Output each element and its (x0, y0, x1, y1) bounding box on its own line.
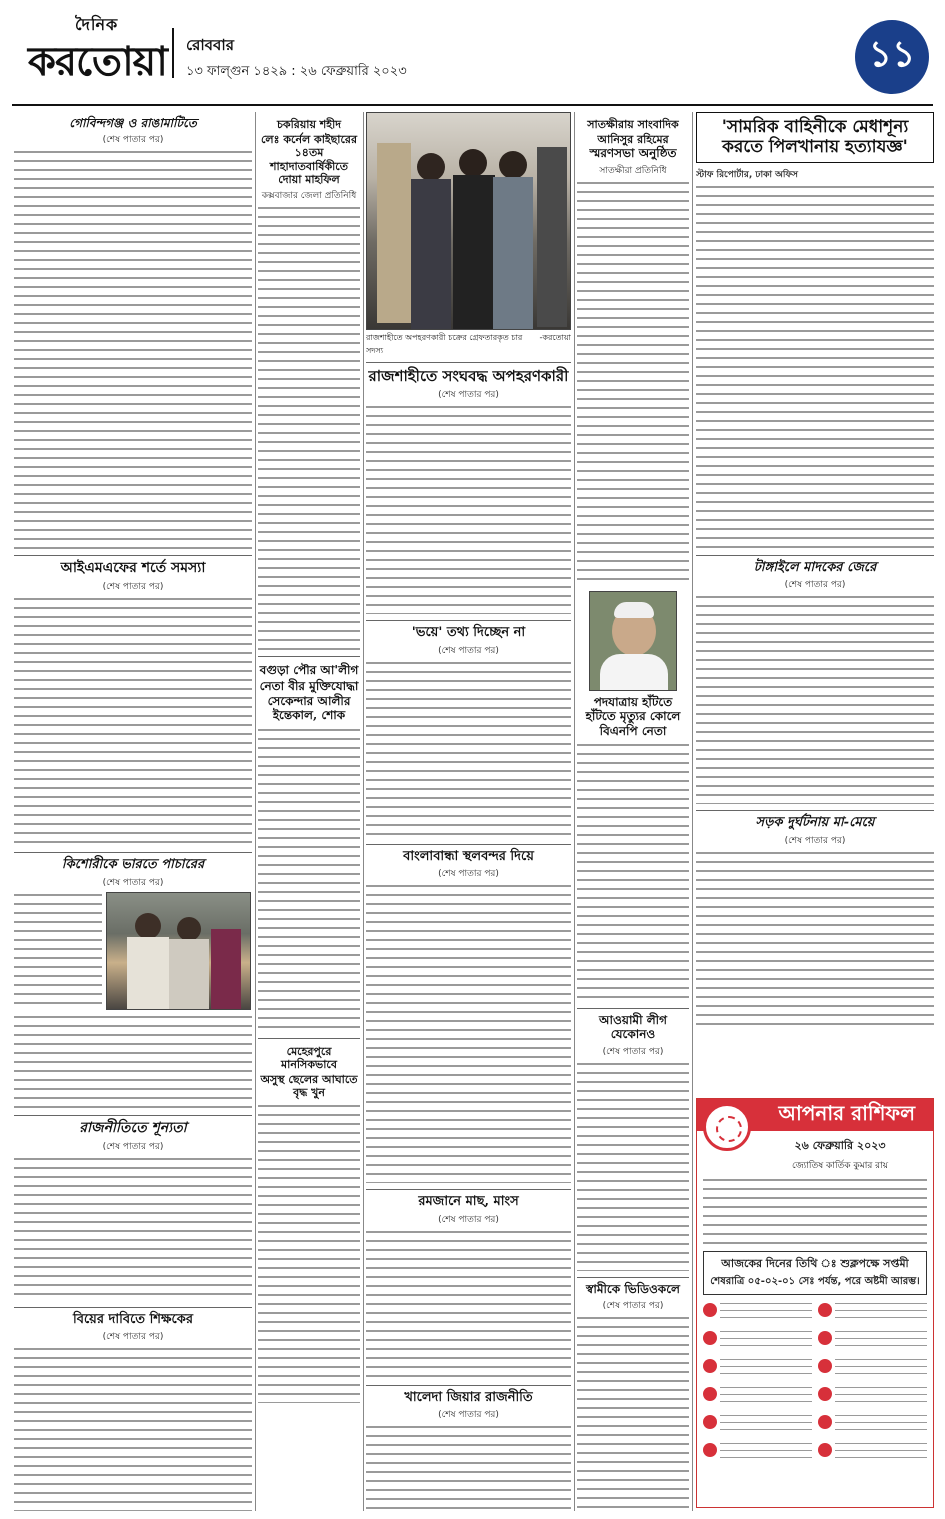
article-body (366, 404, 571, 614)
column-2 (258, 112, 360, 1511)
divider (577, 1277, 689, 1278)
article-body (258, 727, 360, 1032)
byline: (শেষ পাতার পর) (102, 877, 164, 888)
column-5 (696, 112, 934, 1094)
headline-politics-vacuum: রাজনীতিতে শূন্যতা (79, 1119, 187, 1136)
headline-chakaria-line1: চকরিয়ায় শহীদ (276, 118, 342, 131)
issue-date: ১৩ ফাল্গুন ১৪২৯ : ২৬ ফেব্রুয়ারি ২০২৩ (186, 64, 407, 79)
byline: (শেষ পাতার পর) (784, 580, 846, 591)
photo-caption: রাজশাহীতে অপহরণকারী চক্রের গ্রেফতারকৃত চার সদস্য (366, 333, 523, 355)
column-rule (363, 112, 364, 1511)
headline-banglabandha: বাংলাবান্ধা স্থলবন্দর দিয়ে (403, 848, 534, 864)
headline-bogura-line1: বগুড়া পৌর আ'লীগ (259, 662, 359, 677)
byline: (শেষ পাতার পর) (784, 835, 846, 846)
zodiac-icon (818, 1331, 832, 1345)
article-body (366, 1229, 571, 1379)
article-body (14, 1014, 252, 1109)
column-rule (692, 112, 693, 1511)
column-3 (366, 112, 571, 1511)
zodiac-icon (703, 1359, 717, 1373)
byline: (শেষ পাতার পর) (438, 1214, 499, 1225)
news-photo (106, 892, 251, 1010)
divider (366, 362, 571, 363)
byline: (শেষ পাতার পর) (102, 582, 164, 593)
zodiac-sign (818, 1441, 927, 1467)
zodiac-sign (703, 1357, 812, 1383)
article-body (258, 205, 360, 650)
zodiac-sign (703, 1329, 812, 1355)
lead-headline-line2: করতে পিলখানায় হত্যাযজ্ঞ' (722, 137, 908, 158)
byline: (শেষ পাতার পর) (438, 390, 499, 400)
headline-bogura-line4: ইন্তেকাল, শোক (272, 708, 346, 723)
article-body (577, 180, 689, 585)
zodiac-sign (703, 1301, 812, 1327)
zodiac-icon (703, 1331, 717, 1345)
headline-bnp-line1: পদযাত্রায় হাঁটতে (593, 694, 673, 709)
tithi-box (703, 1251, 927, 1295)
zodiac-signs-grid (697, 1301, 933, 1467)
article-body (14, 892, 102, 1010)
headline-bogura-line2: নেতা বীর মুক্তিযোদ্ধা (259, 679, 359, 694)
article-body (696, 184, 934, 549)
zodiac-sign (703, 1413, 812, 1439)
headline-chakaria-line2: লেঃ কর্নেল কাইছারের (260, 133, 358, 147)
column-rule (255, 112, 256, 1511)
divider (696, 810, 934, 811)
article-body (14, 1346, 252, 1511)
headline-chakaria-line3: ১৪তম শাহাদাতবার্ষিকীতে (270, 146, 348, 173)
byline: (শেষ পাতার পর) (602, 1301, 664, 1312)
byline: (শেষ পাতার পর) (602, 1046, 664, 1057)
horoscope-box (696, 1098, 934, 1508)
article-body (14, 1156, 252, 1301)
article-body (366, 883, 571, 1183)
masthead-divider (172, 28, 174, 78)
headline-satkhira-line2: আনিসুর রহিমের (597, 133, 669, 147)
headline-trafficking: কিশোরীকে ভারতে পাচারের (61, 857, 205, 873)
article-body (366, 1424, 571, 1511)
article-body (696, 594, 934, 804)
headline-bnp-line2: হাঁটতে মৃত্যুর কোলে (585, 709, 681, 724)
byline: (শেষ পাতার পর) (102, 1141, 164, 1152)
divider (14, 1307, 252, 1308)
article-body (14, 149, 252, 549)
column-rule (574, 112, 575, 1511)
byline: (শেষ পাতার পর) (102, 135, 164, 146)
headline-meherpur-line1: মেহেরপুরে মানসিকভাবে (281, 1044, 337, 1071)
zodiac-icon (703, 1303, 717, 1317)
column-4 (577, 112, 689, 1511)
byline: (শেষ পাতার পর) (438, 1410, 499, 1421)
headline-road-accident: সড়ক দুর্ঘটনায় মা-মেয়ে (755, 815, 875, 831)
zodiac-sign (818, 1357, 927, 1383)
divider (366, 1385, 571, 1386)
byline: (শেষ পাতার পর) (102, 1332, 164, 1343)
divider (696, 555, 934, 556)
divider (14, 1115, 252, 1116)
horoscope-author: জ্যোতিষ কার্তিক কুমার রায় (791, 1161, 889, 1171)
zodiac-icon (703, 1443, 717, 1457)
headline-ramadan-fish-meat: রমজানে মাছ, মাংস (418, 1194, 519, 1210)
zodiac-icon (818, 1443, 832, 1457)
zodiac-icon (703, 1415, 717, 1429)
headline-bnp-line3: বিএনপি নেতা (599, 723, 667, 738)
headline-meherpur-line2: অসুস্থ ছেলের আঘাতে (260, 1072, 358, 1086)
tithi-subheading: শেষরাত্রি ০৫-০২-০১ সেঃ পর্যন্ত, পরে অষ্টমী আরম্ভ। (710, 1276, 920, 1287)
divider (258, 1038, 360, 1039)
headline-satkhira-line3: স্মরণসভা অনুষ্ঠিত (589, 146, 677, 161)
headline-rajshahi: রাজশাহীতে সংঘবদ্ধ অপহরণকারী (368, 367, 569, 385)
headline-fear-info: 'ভয়ে' তথ্য দিচ্ছেন না (411, 625, 526, 640)
zodiac-sign (818, 1329, 927, 1355)
photo-credit: -করতোয়া (539, 333, 571, 342)
headline-meherpur-line3: বৃদ্ধ খুন (293, 1086, 325, 1100)
zodiac-icon (818, 1359, 832, 1373)
zodiac-icon (818, 1303, 832, 1317)
headline-imf: আইএমএফের শর্তে সমস্যা (60, 560, 206, 577)
byline: (শেষ পাতার পর) (438, 645, 499, 656)
divider (366, 620, 571, 621)
zodiac-icon (818, 1415, 832, 1429)
headline-chakaria-line4: দোয়া মাহফিল (278, 172, 340, 186)
byline: সাতক্ষীরা প্রতিনিধি (599, 165, 667, 176)
article-body (577, 1315, 689, 1511)
horoscope-title: আপনার রাশিফল (697, 1099, 933, 1131)
lead-headline-box (696, 112, 934, 163)
article-body (696, 850, 934, 1030)
zodiac-sign (703, 1441, 812, 1467)
headline-gobindaganj: গোবিন্দগঞ্জ ও রাঙামাটিতে (69, 116, 197, 130)
horoscope-intro (703, 1177, 927, 1247)
byline: কক্সবাজার জেলা প্রতিনিধি (261, 190, 357, 201)
headline-satkhira-line1: সাতক্ষীরায় সাংবাদিক (587, 118, 679, 131)
logo-karatoa: করতোয়া (28, 38, 167, 85)
byline: স্টাফ রিপোর্টার, ঢাকা অফিস (696, 169, 798, 180)
issue-day: রোববার (186, 36, 234, 54)
divider (577, 1008, 689, 1009)
article-body (577, 1061, 689, 1271)
headline-teacher-marriage: বিয়ের দাবিতে শিক্ষকের (73, 1311, 193, 1327)
zodiac-icon (703, 1387, 717, 1401)
article-body (366, 660, 571, 838)
zodiac-icon (818, 1387, 832, 1401)
lead-headline-line1: 'সামরিক বাহিনীকে মেধাশূন্য (721, 117, 909, 137)
zodiac-sign (703, 1385, 812, 1411)
divider (366, 1189, 571, 1190)
column-1 (14, 112, 252, 1511)
article-body (14, 596, 252, 846)
divider (14, 852, 252, 853)
article-body (577, 742, 689, 1002)
divider (258, 656, 360, 657)
zodiac-sign (818, 1385, 927, 1411)
page-number: ১১ (855, 20, 929, 94)
article-body (258, 1103, 360, 1403)
divider (366, 844, 571, 845)
headline-bogura-line3: সেকেন্দার আলীর (267, 693, 351, 708)
headline-khaleda-politics: খালেদা জিয়ার রাজনীতি (404, 1389, 533, 1405)
portrait-photo (589, 591, 677, 691)
headline-awami-league: আওয়ামী লীগ যেকোনও (599, 1012, 667, 1042)
arrest-photo (366, 112, 571, 330)
headline-video-call: স্বামীকে ভিডিওকলে (586, 1281, 680, 1296)
divider (14, 555, 252, 556)
tithi-heading: আজকের দিনের তিথি ঃ শুক্লপক্ষে সপ্তমী (721, 1257, 909, 1270)
zodiac-sign (818, 1413, 927, 1439)
logo-daily: দৈনিক (75, 15, 119, 34)
zodiac-wheel-icon (703, 1103, 751, 1151)
byline: (শেষ পাতার পর) (438, 869, 499, 880)
horoscope-date: ২৬ ফেব্রুয়ারি ২০২৩ (794, 1139, 886, 1152)
zodiac-sign (818, 1301, 927, 1327)
headline-tangail-drugs: টাঙ্গাইলে মাদকের জেরে (753, 559, 877, 575)
